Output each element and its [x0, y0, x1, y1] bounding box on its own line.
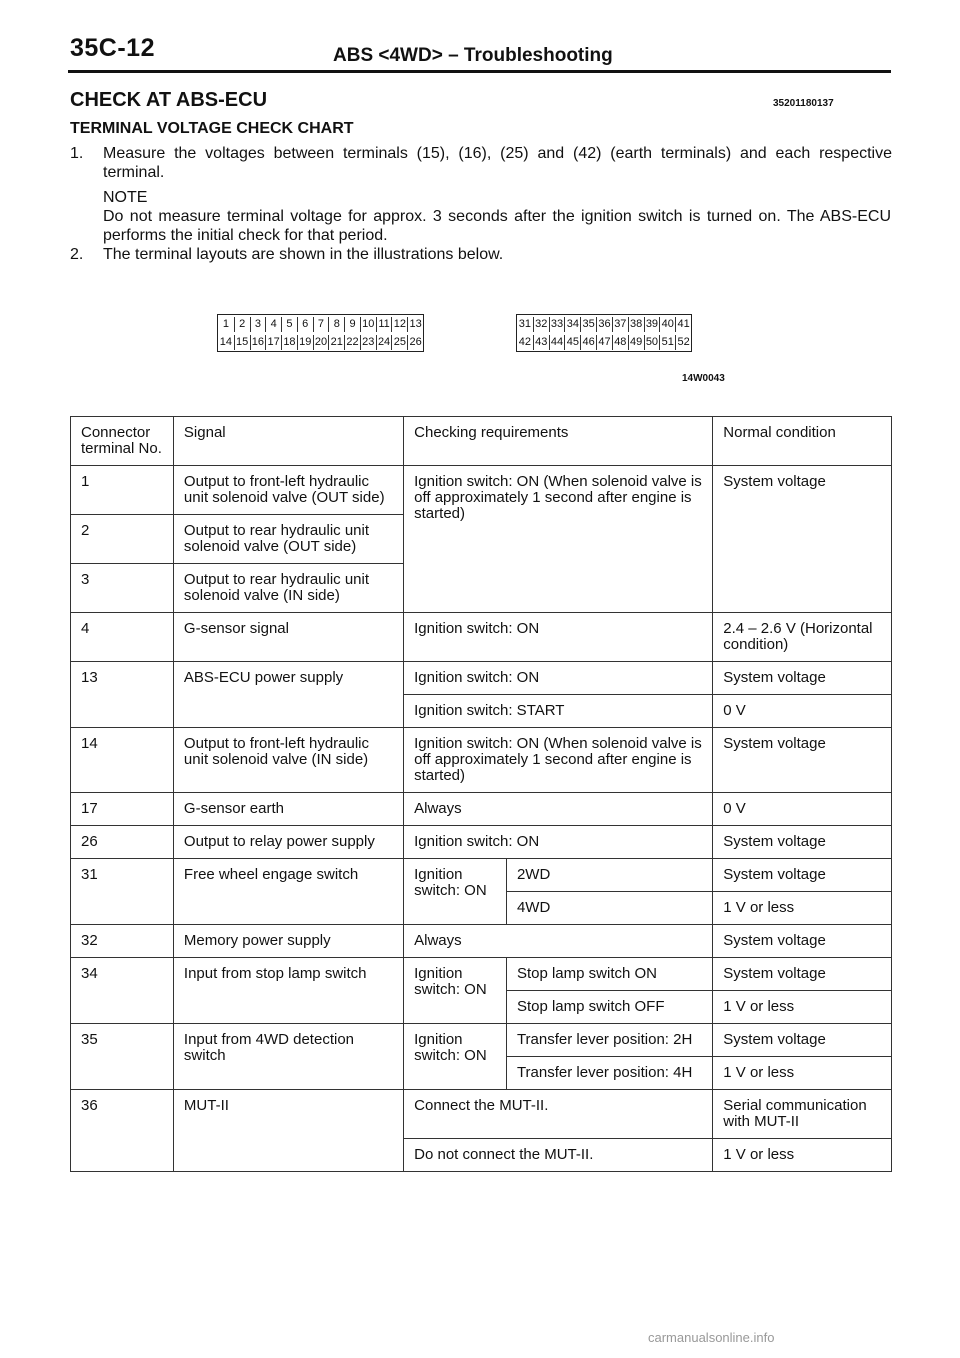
cell-signal: G-sensor earth — [173, 793, 403, 826]
connector-b-pin: 35 — [580, 317, 596, 332]
cell-checking: Always — [404, 925, 713, 958]
header-normal: Normal condition — [713, 417, 892, 466]
connector-a-pin: 2 — [234, 317, 250, 332]
cell-checking: Always — [404, 793, 713, 826]
cell-checking: Ignition switch: ON (When solenoid valve is off approximately 1 second after engine is started) — [404, 466, 713, 613]
cell-signal: Output to rear hydraulic unit solenoid valve (OUT side) — [173, 515, 403, 564]
connector-a-pin: 16 — [250, 335, 266, 350]
cell-subcondition: Stop lamp switch ON — [506, 958, 712, 991]
cell-normal: 1 V or less — [713, 892, 892, 925]
connector-a-pin: 7 — [313, 317, 329, 332]
cell-terminal: 2 — [71, 515, 174, 564]
header-terminal: Connector terminal No. — [71, 417, 174, 466]
cell-signal: Output to rear hydraulic unit solenoid valve (IN side) — [173, 564, 403, 613]
connector-a-pin: 19 — [297, 335, 313, 350]
table-row — [71, 958, 892, 991]
table-row — [71, 925, 892, 958]
connector-b-pin: 48 — [612, 335, 628, 350]
connector-a-pin: 22 — [344, 335, 360, 350]
cell-terminal: 35 — [71, 1024, 174, 1090]
connector-b-pin: 31 — [518, 318, 532, 330]
table-row — [71, 728, 892, 793]
connector-a-pin: 14 — [219, 336, 232, 348]
cell-checking: Ignition switch: ON (When solenoid valve is off approximately 1 second after engine is started) — [404, 728, 713, 793]
cell-normal: 1 V or less — [713, 991, 892, 1024]
header-rule — [68, 70, 891, 73]
cell-terminal: 26 — [71, 826, 174, 859]
connector-a-pin: 3 — [250, 317, 266, 332]
cell-signal: Free wheel engage switch — [173, 859, 403, 925]
cell-normal: 1 V or less — [713, 1057, 892, 1090]
connector-b-pin: 37 — [612, 317, 628, 332]
table-row — [71, 466, 892, 515]
step-2-number: 2. — [70, 246, 84, 263]
connector-a-pin: 8 — [328, 317, 344, 332]
cell-signal: G-sensor signal — [173, 613, 403, 662]
cell-terminal: 13 — [71, 662, 174, 728]
step-1 — [70, 144, 892, 182]
cell-normal: 0 V — [713, 695, 892, 728]
cell-terminal: 31 — [71, 859, 174, 925]
cell-condition: Ignition switch: ON — [404, 958, 507, 1024]
step-1-text: Measure the voltages between terminals (15), (16), (25) and (42) (earth terminals) and each respective terminal. — [103, 145, 892, 181]
connector-a-pin: 18 — [281, 335, 297, 350]
step-2-text: The terminal layouts are shown in the illustrations below. — [103, 246, 504, 263]
connector-a-pin: 25 — [391, 335, 407, 350]
cell-checking: Ignition switch: ON — [404, 826, 713, 859]
connector-a-pin: 6 — [297, 317, 313, 332]
cell-signal: ABS-ECU power supply — [173, 662, 403, 728]
connector-b-pin: 44 — [549, 335, 565, 350]
cell-signal: Output to relay power supply — [173, 826, 403, 859]
connector-b-pin: 40 — [659, 317, 675, 332]
table-row — [71, 1090, 892, 1139]
cell-terminal: 1 — [71, 466, 174, 515]
cell-terminal: 17 — [71, 793, 174, 826]
connector-illustration — [200, 300, 760, 390]
cell-checking: Ignition switch: ON — [404, 662, 713, 695]
footer-watermark: carmanualsonline.info — [648, 1330, 775, 1345]
table-row — [71, 662, 892, 695]
cell-terminal: 4 — [71, 613, 174, 662]
section-subtitle: TERMINAL VOLTAGE CHECK CHART — [70, 120, 354, 137]
table-row — [71, 793, 892, 826]
connector-a-pin: 21 — [328, 335, 344, 350]
connector-a-pin: 10 — [360, 317, 376, 332]
page-header-title: ABS <4WD> – Troubleshooting — [333, 45, 613, 66]
connector-a-pin: 11 — [376, 317, 392, 332]
cell-checking: Ignition switch: START — [404, 695, 713, 728]
cell-normal: 1 V or less — [713, 1139, 892, 1172]
cell-checking: Do not connect the MUT-II. — [404, 1139, 713, 1172]
section-title: CHECK AT ABS-ECU — [70, 89, 268, 111]
cell-signal: Input from stop lamp switch — [173, 958, 403, 1024]
table-row — [71, 859, 892, 892]
cell-normal: System voltage — [713, 958, 892, 991]
connector-a-pin: 1 — [222, 318, 229, 330]
cell-subcondition: Stop lamp switch OFF — [506, 991, 712, 1024]
connector-a — [217, 314, 424, 352]
table-row — [71, 826, 892, 859]
terminal-voltage-table — [70, 416, 892, 1172]
connector-b-pin: 51 — [659, 335, 675, 350]
cell-subcondition: Transfer lever position: 4H — [506, 1057, 712, 1090]
cell-normal: System voltage — [713, 662, 892, 695]
connector-b-pin: 36 — [596, 317, 612, 332]
connector-b-pin: 52 — [675, 335, 691, 350]
cell-condition: Ignition switch: ON — [404, 1024, 507, 1090]
connector-a-pin: 23 — [360, 335, 376, 350]
note-text: Do not measure terminal voltage for approx. 3 seconds after the ignition switch is turned on. The ABS-ECU performs the initial check for that period. — [103, 208, 891, 244]
cell-signal: Output to front-left hydraulic unit solenoid valve (IN side) — [173, 728, 403, 793]
cell-checking: Ignition switch: ON — [404, 613, 713, 662]
cell-terminal: 36 — [71, 1090, 174, 1172]
connector-b — [516, 314, 692, 352]
cell-subcondition: 2WD — [506, 859, 712, 892]
connector-a-pin: 17 — [265, 335, 281, 350]
cell-signal: Memory power supply — [173, 925, 403, 958]
section-code: 35201180137 — [773, 98, 834, 109]
cell-normal: System voltage — [713, 826, 892, 859]
cell-normal: System voltage — [713, 1024, 892, 1057]
connector-b-pin: 33 — [549, 317, 565, 332]
connector-b-pin: 47 — [596, 335, 612, 350]
cell-condition: Ignition switch: ON — [404, 859, 507, 925]
cell-terminal: 14 — [71, 728, 174, 793]
connector-b-pin: 39 — [644, 317, 660, 332]
connector-a-pin: 12 — [391, 317, 407, 332]
connector-b-pin: 34 — [564, 317, 580, 332]
connector-a-pin: 15 — [234, 335, 250, 350]
figure-code: 14W0043 — [682, 373, 725, 384]
connector-a-pin: 20 — [313, 335, 329, 350]
cell-signal: Output to front-left hydraulic unit solenoid valve (OUT side) — [173, 466, 403, 515]
connector-b-pin: 46 — [580, 335, 596, 350]
cell-normal: 0 V — [713, 793, 892, 826]
table-row — [71, 613, 892, 662]
connector-b-pin: 41 — [675, 317, 691, 332]
step-1-number: 1. — [70, 145, 84, 162]
connector-b-pin: 42 — [518, 336, 532, 348]
header-checking: Checking requirements — [404, 417, 713, 466]
cell-normal: System voltage — [713, 925, 892, 958]
table-header-row — [71, 417, 892, 466]
connector-b-pin: 32 — [533, 317, 549, 332]
connector-a-pin: 5 — [281, 317, 297, 332]
cell-normal: Serial communication with MUT-II — [713, 1090, 892, 1139]
connector-b-pin: 43 — [533, 335, 549, 350]
connector-a-pin: 24 — [376, 335, 392, 350]
cell-terminal: 32 — [71, 925, 174, 958]
cell-normal: System voltage — [713, 859, 892, 892]
connector-b-pin: 45 — [564, 335, 580, 350]
cell-signal: Input from 4WD detection switch — [173, 1024, 403, 1090]
connector-a-pin: 13 — [407, 317, 423, 332]
table-row — [71, 1024, 892, 1057]
cell-terminal: 3 — [71, 564, 174, 613]
cell-normal: System voltage — [713, 728, 892, 793]
connector-a-pin: 4 — [265, 317, 281, 332]
cell-terminal: 34 — [71, 958, 174, 1024]
cell-normal: 2.4 – 2.6 V (Horizontal condition) — [713, 613, 892, 662]
note-label: NOTE — [103, 189, 148, 206]
header-signal: Signal — [173, 417, 403, 466]
cell-subcondition: Transfer lever position: 2H — [506, 1024, 712, 1057]
note-block — [103, 188, 891, 245]
step-2 — [70, 245, 892, 264]
cell-signal: MUT-II — [173, 1090, 403, 1172]
cell-normal: System voltage — [713, 466, 892, 613]
cell-checking: Connect the MUT-II. — [404, 1090, 713, 1139]
connector-b-pin: 49 — [628, 335, 644, 350]
connector-a-pin: 9 — [344, 317, 360, 332]
cell-subcondition: 4WD — [506, 892, 712, 925]
connector-b-pin: 38 — [628, 317, 644, 332]
page-code: 35C-12 — [70, 34, 155, 62]
connector-a-pin: 26 — [407, 335, 423, 350]
connector-b-pin: 50 — [644, 335, 660, 350]
